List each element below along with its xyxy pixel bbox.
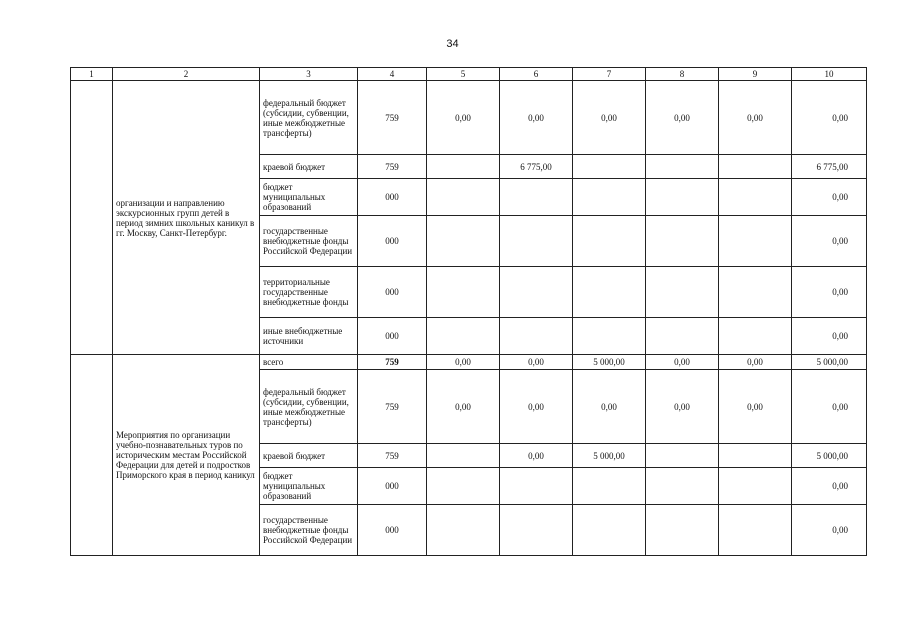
funding-source: бюджет муниципальных образований [260,179,358,216]
code-cell: 759 [358,355,427,370]
code-cell: 000 [358,267,427,318]
value-cell [719,267,792,318]
total-cell: 0,00 [792,179,867,216]
column-header: 3 [260,68,358,81]
value-cell [646,216,719,267]
value-cell [427,216,500,267]
total-cell: 6 775,00 [792,155,867,179]
value-cell [573,505,646,556]
column-header: 9 [719,68,792,81]
activity-name: Мероприятия по организации учебно-познавательных туров по историческим местам Российской Федерации для детей и подростков Приморского края в период каникул [113,355,260,556]
value-cell [427,155,500,179]
value-cell [719,179,792,216]
value-cell [427,505,500,556]
column-header-row [71,68,867,81]
funding-source: краевой бюджет [260,444,358,468]
value-cell [500,318,573,355]
column-header: 10 [792,68,867,81]
value-cell [646,155,719,179]
code-cell: 759 [358,444,427,468]
value-cell: 0,00 [719,355,792,370]
value-cell [719,468,792,505]
total-cell: 0,00 [792,81,867,155]
total-cell: 0,00 [792,505,867,556]
total-cell: 0,00 [792,216,867,267]
code-cell: 000 [358,468,427,505]
value-cell: 0,00 [500,81,573,155]
code-cell: 759 [358,81,427,155]
value-cell [500,179,573,216]
total-cell: 0,00 [792,267,867,318]
value-cell [646,505,719,556]
total-cell: 0,00 [792,370,867,444]
column-header: 2 [113,68,260,81]
value-cell: 0,00 [719,370,792,444]
value-cell [500,505,573,556]
value-cell: 0,00 [427,355,500,370]
code-cell: 759 [358,155,427,179]
value-cell: 0,00 [646,370,719,444]
value-cell: 0,00 [646,355,719,370]
funding-source: бюджет муниципальных образований [260,468,358,505]
value-cell [719,505,792,556]
activity-name: организации и направлению экскурсионных групп детей в период зимних школьных каникул в гг. Москву, Санкт-Петербург. [113,81,260,355]
value-cell [500,267,573,318]
total-cell: 5 000,00 [792,444,867,468]
column-header: 4 [358,68,427,81]
value-cell: 0,00 [427,370,500,444]
code-cell: 000 [358,318,427,355]
total-cell: 0,00 [792,468,867,505]
value-cell [427,267,500,318]
row-number-cell [71,355,113,556]
funding-source: всего [260,355,358,370]
value-cell [719,318,792,355]
value-cell: 0,00 [719,81,792,155]
value-cell [719,155,792,179]
code-cell: 000 [358,179,427,216]
table-row [71,355,867,370]
value-cell [573,318,646,355]
value-cell: 0,00 [573,81,646,155]
value-cell: 0,00 [500,370,573,444]
page-number: 34 [446,38,459,50]
funding-source: федеральный бюджет (субсидии, субвенции, иные межбюджетные трансферты) [260,81,358,155]
column-header: 7 [573,68,646,81]
value-cell: 6 775,00 [500,155,573,179]
value-cell [500,216,573,267]
funding-source: иные внебюджетные источники [260,318,358,355]
row-number-cell [71,81,113,355]
code-cell: 000 [358,216,427,267]
value-cell [427,444,500,468]
column-header: 6 [500,68,573,81]
total-cell: 5 000,00 [792,355,867,370]
value-cell: 5 000,00 [573,444,646,468]
value-cell [573,468,646,505]
code-cell: 759 [358,370,427,444]
value-cell [646,468,719,505]
value-cell: 0,00 [500,444,573,468]
funding-source: краевой бюджет [260,155,358,179]
value-cell [573,155,646,179]
value-cell [646,444,719,468]
value-cell [573,267,646,318]
value-cell [719,216,792,267]
column-header: 8 [646,68,719,81]
value-cell [500,468,573,505]
value-cell: 5 000,00 [573,355,646,370]
value-cell [573,216,646,267]
value-cell: 0,00 [500,355,573,370]
column-header: 5 [427,68,500,81]
value-cell: 0,00 [646,81,719,155]
funding-source: государственные внебюджетные фонды Российской Федерации [260,216,358,267]
budget-table [70,67,867,556]
value-cell [646,267,719,318]
code-cell: 000 [358,505,427,556]
value-cell [427,318,500,355]
column-header: 1 [71,68,113,81]
funding-source: территориальные государственные внебюджетные фонды [260,267,358,318]
total-cell: 0,00 [792,318,867,355]
value-cell [427,179,500,216]
funding-source: федеральный бюджет (субсидии, субвенции, иные межбюджетные трансферты) [260,370,358,444]
value-cell [427,468,500,505]
value-cell [646,318,719,355]
value-cell [719,444,792,468]
funding-source: государственные внебюджетные фонды Российской Федерации [260,505,358,556]
value-cell [646,179,719,216]
value-cell: 0,00 [427,81,500,155]
table-row [71,81,867,155]
value-cell [573,179,646,216]
value-cell: 0,00 [573,370,646,444]
